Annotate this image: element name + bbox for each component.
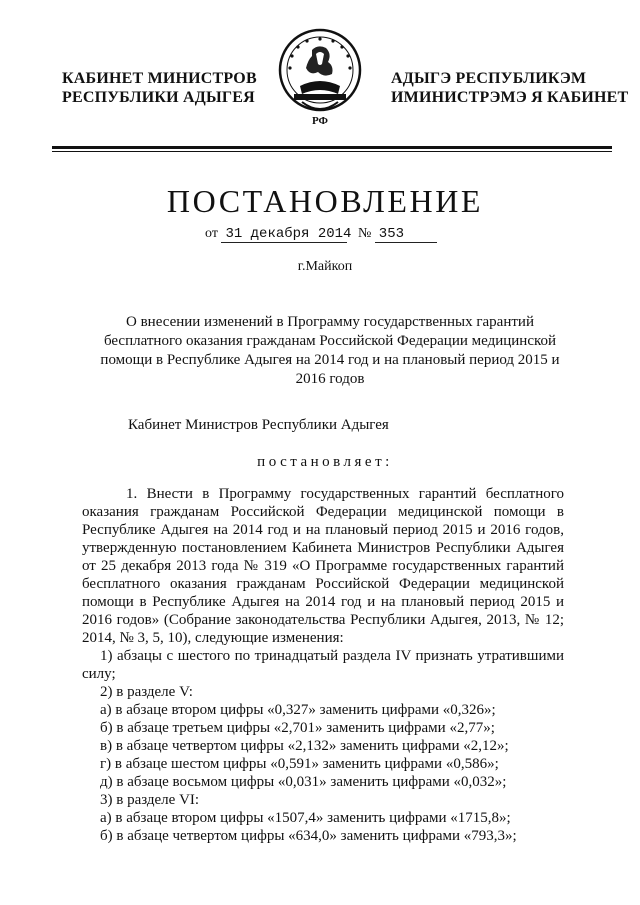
document-title: ПОСТАНОВЛЕНИЕ [166, 183, 484, 219]
document-date: 31 декабря 2014 [221, 226, 347, 243]
list-item: г) в абзаце шестом цифры «0,591» заменить цифрами «0,586»; [100, 756, 499, 772]
issuer-name-line-2: РЕСПУБЛИКИ АДЫГЕЯ [62, 89, 255, 106]
list-item: 2) в разделе V: [100, 684, 193, 700]
header-divider-thick [52, 146, 612, 149]
issuer-name-line-1: КАБИНЕТ МИНИСТРОВ [62, 70, 257, 87]
paragraph-1: 1. Внести в Программу государственных гарантий бесплатного оказания гражданам Российской Федерации медицинской помощи в Республике Адыгея на 2014 год и на плановый период 2015 и 2016 годов, утвержденную постановлением Кабинета Министров Республики Адыгея от 25 декабря 2013 года № 319 «О Программе государственных гарантий бесплатного оказания гражданам Российской Федерации медицинской помощи в Республике Адыгея на 2014 год и на плановый период 2015 и 2016 годов» (Собрание законодательства Республики Адыгея, 2013, № 12; 2014, № 3, 5, 10), следующие изменения: [82, 486, 564, 646]
number-prefix: № [357, 226, 372, 241]
issuer-name-adyghe-line-2: ИМИНИСТРЭМЭ Я КАБИНЕТ [391, 89, 629, 106]
date-prefix: от [205, 226, 218, 241]
header-divider-thin [52, 151, 612, 152]
resolution-word: постановляет: [257, 454, 393, 470]
city: г.Майкоп [297, 259, 353, 274]
date-number-line [205, 226, 437, 243]
list-item: б) в абзаце четвертом цифры «634,0» заменить цифрами «793,3»; [100, 828, 517, 844]
document-subject: О внесении изменений в Программу государственных гарантий бесплатного оказания гражданам Российской Федерации медицинской помощи в Республике Адыгея на 2014 год и на плановый период 2015 и 2016 годов [100, 314, 560, 387]
list-item: 1) абзацы с шестого по тринадцатый раздела IV признать утратившими силу; [82, 648, 564, 682]
list-item: 3) в разделе VI: [100, 792, 200, 808]
issuer-name-adyghe-line-1: АДЫГЭ РЕСПУБЛИКЭМ [391, 70, 587, 87]
issuer-name-adyghe [391, 69, 628, 107]
emblem-text: РФ [312, 115, 328, 127]
list-item: б) в абзаце третьем цифры «2,701» заменить цифрами «2,77»; [100, 720, 495, 736]
issuing-body: Кабинет Министров Республики Адыгея [128, 417, 389, 433]
document-number: 353 [375, 226, 437, 243]
list-item: в) в абзаце четвертом цифры «2,132» заменить цифрами «2,12»; [100, 738, 509, 754]
list-item: а) в абзаце втором цифры «0,327» заменить цифрами «0,326»; [100, 702, 496, 718]
list-item: д) в абзаце восьмом цифры «0,031» заменить цифрами «0,032»; [100, 774, 507, 790]
document-body [82, 485, 564, 845]
coat-of-arms-icon [272, 20, 368, 130]
list-item: а) в абзаце втором цифры «1507,4» заменить цифрами «1715,8»; [100, 810, 511, 826]
issuer-name-russian [62, 69, 257, 107]
